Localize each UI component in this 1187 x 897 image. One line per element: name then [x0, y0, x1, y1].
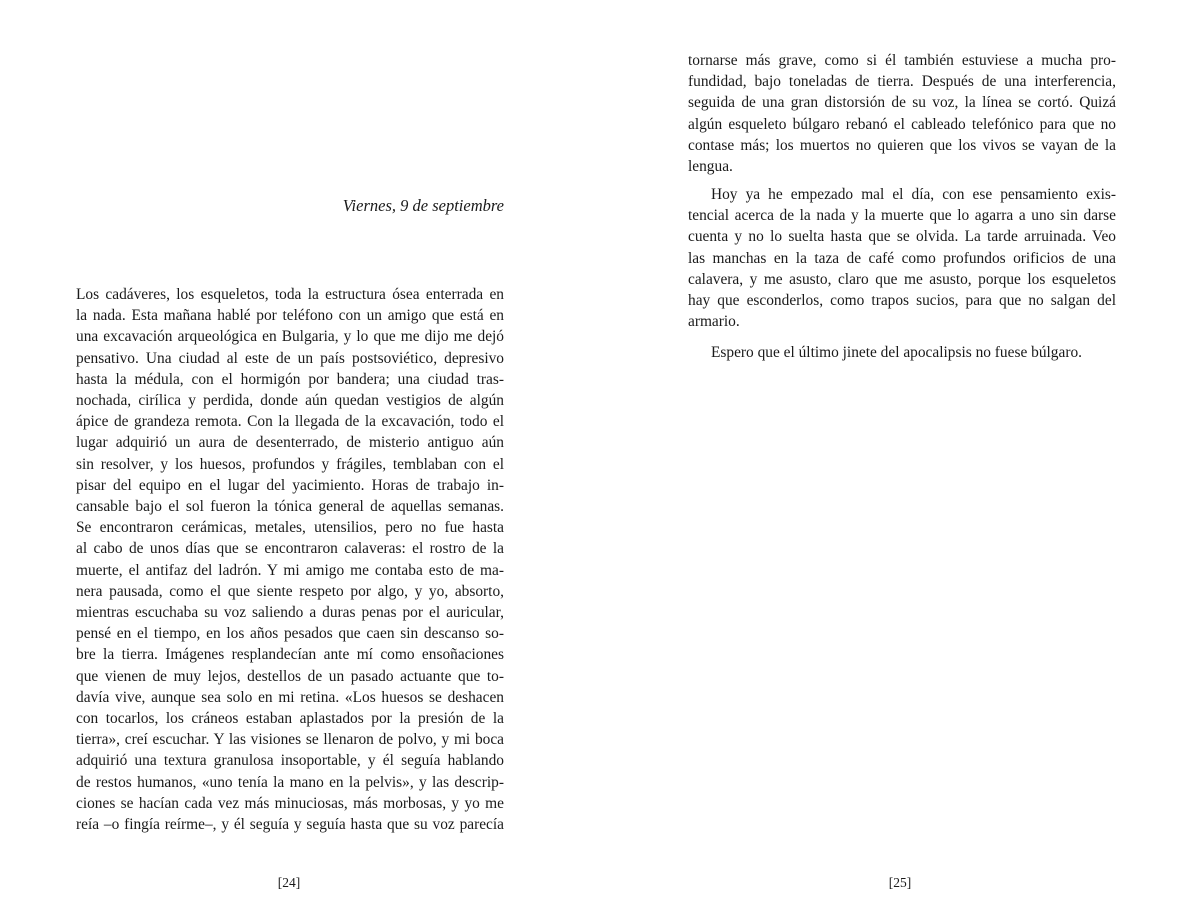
text-line: pisar del equipo en el lugar del yacimiento. Horas de trabajo in-: [76, 476, 504, 494]
text-line: con tocarlos, los cráneos estaban aplastados por la presión de la: [76, 710, 504, 727]
text-line: davía vive, aunque sea solo en mi retina. «Los huesos se deshacen: [76, 688, 504, 706]
text-line: bre la tierra. Imágenes resplandecían ante mí como ensoñaciones: [76, 646, 504, 664]
text-line: hay que esconderlos, como trapos sucios, para que no salgan del: [688, 292, 1116, 309]
text-line: cansable bajo el sol fueron la tónica general de aquellas semanas.: [76, 498, 504, 515]
text-line: de restos humanos, «uno tenía la mano en la pelvis», y las descrip-: [76, 773, 504, 791]
text-line: las manchas en la taza de café como profundos orificios de una: [688, 249, 1116, 267]
text-line: una excavación arqueológica en Bulgaria, y lo que me dijo me dejó: [76, 328, 504, 346]
text-line: Los cadáveres, los esqueletos, toda la estructura ósea enterrada en: [76, 286, 504, 303]
text-line: Hoy ya he empezado mal el día, con ese pensamiento exis-: [711, 186, 1116, 203]
text-line: ápice de grandeza remota. Con la llegada de la excavación, todo el: [76, 413, 504, 431]
left-page: [0, 0, 593, 897]
page-number-left: [24]: [277, 875, 301, 890]
text-line: la nada. Esta mañana hablé por teléfono con un amigo que está en: [76, 307, 504, 325]
text-line: que vienen de muy lejos, destellos de un pasado actuante que to-: [76, 667, 504, 685]
text-line: armario.: [688, 313, 740, 331]
page-number-right: [25]: [888, 875, 912, 890]
text-line: hasta la médula, con el hormigón por bandera; una ciudad tras-: [76, 370, 504, 388]
text-line: muerte, el antifaz del ladrón. Y mi amigo me contaba esto de ma-: [76, 561, 504, 579]
text-line: lugar adquirió un aura de desenterrado, de misterio antiguo aún: [76, 434, 504, 452]
text-line: nochada, cirílica y perdida, donde aún quedan vestigios de algún: [76, 392, 504, 409]
text-line: calavera, y me asusto, claro que me asusto, porque los esqueletos: [688, 270, 1116, 288]
text-line: ciones se hacían cada vez más minuciosas, más morbosas, y yo me: [76, 794, 504, 812]
text-line: pensativo. Una ciudad al este de un país postsoviético, depresivo: [76, 349, 504, 367]
text-line: tierra», creí escuchar. Y las visiones se llenaron de polvo, y mi boca: [76, 731, 504, 749]
text-line: reía –o fingía reírme–, y él seguía y seguía hasta que su voz parecía: [76, 816, 504, 833]
text-line: seguida de una gran distorsión de su voz, la línea se cortó. Quizá: [688, 94, 1116, 112]
text-line: algún esqueleto búlgaro rebanó el cableado telefónico para que no: [688, 115, 1116, 133]
chapter-date-heading: Viernes, 9 de septiembre: [342, 196, 504, 215]
text-line: adquirió una textura granulosa insoportable, y él seguía hablando: [76, 752, 504, 770]
text-line: tencial acerca de la nada y la muerte que lo agarra a uno sin darse: [688, 207, 1116, 225]
text-line: tornarse más grave, como si él también estuviese a mucha pro-: [688, 52, 1116, 69]
text-line: contase más; los muertos no quieren que los vivos se vayan de la: [688, 136, 1116, 154]
text-line: nera pausada, como el que siente respeto por algo, y yo, absorto,: [76, 582, 504, 600]
text-line: Se encontraron cerámicas, metales, utensilios, pero no fue hasta: [76, 519, 504, 537]
text-line: fundidad, bajo toneladas de tierra. Después de una interferencia,: [688, 73, 1116, 91]
text-line: al cabo de unos días que se encontraron calaveras: el rostro de la: [76, 540, 504, 558]
text-line: cuenta y no lo suelta hasta que se olvida. La tarde arruinada. Veo: [688, 228, 1116, 246]
text-line: sin resolver, y los huesos, profundos y frágiles, temblaban con el: [76, 455, 504, 473]
text-line: mientras escuchaba su voz saliendo a duras penas por el auricular,: [76, 604, 504, 621]
right-page: [593, 0, 1187, 897]
text-line: Espero que el último jinete del apocalipsis no fuese búlgaro.: [711, 344, 1082, 361]
text-line: pensé en el tiempo, en los años pesados que caen sin descanso so-: [76, 625, 504, 643]
text-line: lengua.: [688, 158, 733, 175]
